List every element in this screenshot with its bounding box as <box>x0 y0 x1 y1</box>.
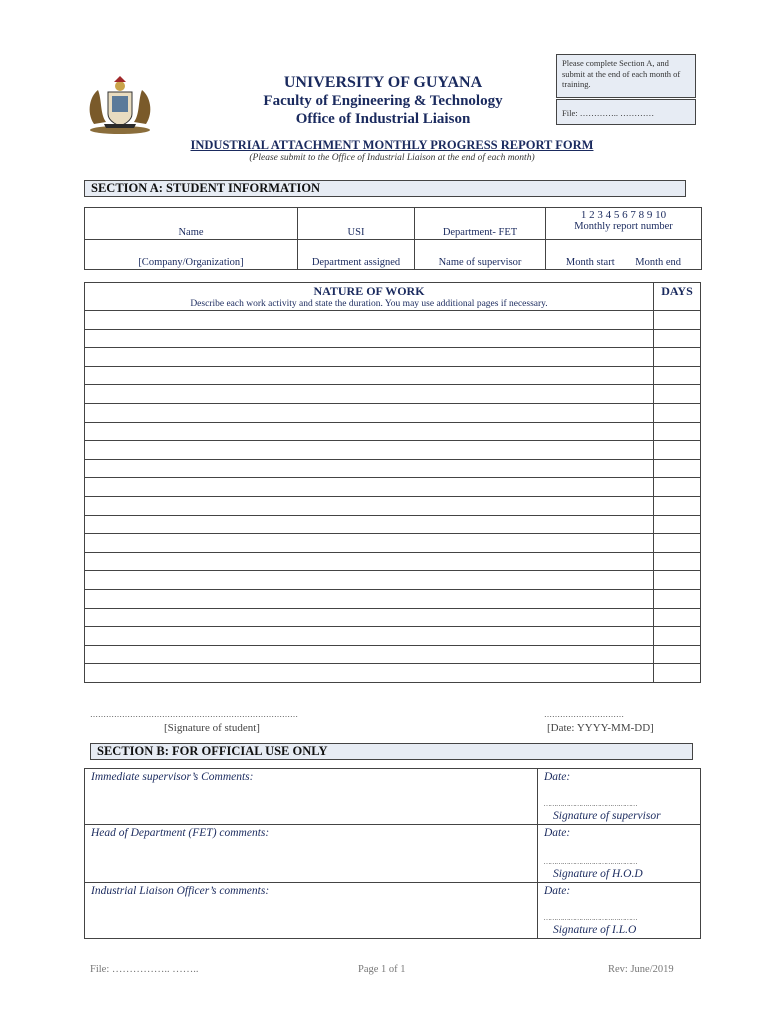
month-end-label: Month end <box>635 257 682 268</box>
work-entry-row <box>85 552 701 571</box>
work-days-cell[interactable] <box>654 329 701 348</box>
work-activity-cell[interactable] <box>85 552 654 571</box>
work-activity-cell[interactable] <box>85 534 654 553</box>
nature-of-work-description: Describe each work activity and state the duration. You may use additional pages if necessary. <box>190 299 548 309</box>
instruction-note-box: Please complete Section A, and submit at the end of each month of training. <box>556 54 696 98</box>
work-activity-cell[interactable] <box>85 311 654 330</box>
work-activity-cell[interactable] <box>85 664 654 683</box>
section-b-header: SECTION B: FOR OFFICIAL USE ONLY <box>90 743 693 760</box>
work-activity-cell[interactable] <box>85 515 654 534</box>
university-name: UNIVERSITY OF GUYANA <box>283 74 483 91</box>
section-a-header: SECTION A: STUDENT INFORMATION <box>84 180 686 197</box>
work-days-cell[interactable] <box>654 645 701 664</box>
work-days-cell[interactable] <box>654 385 701 404</box>
student-signature-line[interactable]: …………………………………………………………………… <box>90 710 298 719</box>
work-days-cell[interactable] <box>654 348 701 367</box>
work-days-cell[interactable] <box>654 422 701 441</box>
ilo-date-label: Date: <box>544 885 571 897</box>
nature-of-work-table <box>84 282 701 683</box>
work-days-cell[interactable] <box>654 627 701 646</box>
work-days-cell[interactable] <box>654 664 701 683</box>
supervisor-signature-line[interactable]: ……………………………………… <box>544 800 638 808</box>
date-label: [Date: YYYY-MM-DD] <box>547 722 654 734</box>
work-days-cell[interactable] <box>654 534 701 553</box>
month-range-field[interactable] <box>546 240 702 270</box>
work-days-cell[interactable] <box>654 496 701 515</box>
student-info-table <box>84 207 702 270</box>
work-activity-cell[interactable] <box>85 589 654 608</box>
work-entry-row <box>85 589 701 608</box>
work-days-cell[interactable] <box>654 403 701 422</box>
work-entry-row <box>85 608 701 627</box>
work-entry-row <box>85 385 701 404</box>
work-activity-cell[interactable] <box>85 366 654 385</box>
work-entry-row <box>85 403 701 422</box>
work-entry-row <box>85 366 701 385</box>
nature-of-work-header <box>85 283 654 311</box>
work-activity-cell[interactable] <box>85 348 654 367</box>
work-entry-row <box>85 478 701 497</box>
work-days-cell[interactable] <box>654 589 701 608</box>
date-line[interactable]: ………………………… <box>544 710 624 719</box>
work-days-cell[interactable] <box>654 515 701 534</box>
work-days-cell[interactable] <box>654 552 701 571</box>
work-activity-cell[interactable] <box>85 385 654 404</box>
work-entry-row <box>85 534 701 553</box>
work-entry-row <box>85 348 701 367</box>
form-subtitle: (Please submit to the Office of Industrial Liaison at the end of each month) <box>249 153 535 163</box>
ilo-signature-label: Signature of I.L.O <box>553 924 637 936</box>
form-title: INDUSTRIAL ATTACHMENT MONTHLY PROGRESS REPORT FORM <box>190 138 594 152</box>
footer-file: File: …………….. …….. <box>90 964 199 975</box>
work-activity-cell[interactable] <box>85 459 654 478</box>
supervisor-comments-field[interactable]: Immediate supervisor’s Comments: <box>85 769 538 825</box>
name-field[interactable]: Name <box>85 208 298 240</box>
work-entry-row <box>85 571 701 590</box>
department-field[interactable]: Department- FET <box>415 208 546 240</box>
work-activity-cell[interactable] <box>85 645 654 664</box>
work-activity-cell[interactable] <box>85 329 654 348</box>
hod-date-cell[interactable] <box>538 825 701 883</box>
usi-field[interactable]: USI <box>298 208 415 240</box>
work-entry-row <box>85 496 701 515</box>
nature-of-work-title: NATURE OF WORK <box>313 284 425 298</box>
month-start-label: Month start <box>565 257 615 268</box>
month-numbers: 1 2 3 4 5 6 7 8 9 10 <box>580 209 667 221</box>
company-field[interactable]: [Company/Organization] <box>85 240 298 270</box>
work-days-cell[interactable] <box>654 366 701 385</box>
department-assigned-field[interactable]: Department assigned <box>298 240 415 270</box>
official-use-table <box>84 768 701 939</box>
work-entry-row <box>85 627 701 646</box>
footer-revision: Rev: June/2019 <box>608 964 674 975</box>
work-entry-row <box>85 329 701 348</box>
work-days-cell[interactable] <box>654 311 701 330</box>
work-entry-row <box>85 515 701 534</box>
work-activity-cell[interactable] <box>85 403 654 422</box>
ilo-signature-line[interactable]: ……………………………………… <box>544 914 638 922</box>
work-activity-cell[interactable] <box>85 422 654 441</box>
supervisor-name-field[interactable]: Name of supervisor <box>415 240 546 270</box>
faculty-name: Faculty of Engineering & Technology <box>263 93 503 109</box>
work-entry-row <box>85 645 701 664</box>
hod-comments-field[interactable]: Head of Department (FET) comments: <box>85 825 538 883</box>
work-entry-row <box>85 441 701 460</box>
work-activity-cell[interactable] <box>85 478 654 497</box>
work-activity-cell[interactable] <box>85 571 654 590</box>
work-entry-row <box>85 664 701 683</box>
university-crest-logo <box>84 74 156 136</box>
supervisor-date-cell[interactable] <box>538 769 701 825</box>
student-signature-label: [Signature of student] <box>164 722 260 734</box>
monthly-report-number-label: Monthly report number <box>574 221 673 232</box>
office-name: Office of Industrial Liaison <box>295 111 471 127</box>
work-activity-cell[interactable] <box>85 496 654 515</box>
work-activity-cell[interactable] <box>85 608 654 627</box>
ilo-date-cell[interactable] <box>538 883 701 939</box>
hod-signature-label: Signature of H.O.D <box>553 868 643 880</box>
work-days-cell[interactable] <box>654 441 701 460</box>
days-header: DAYS <box>654 283 701 311</box>
ilo-comments-field[interactable]: Industrial Liaison Officer’s comments: <box>85 883 538 939</box>
work-days-cell[interactable] <box>654 608 701 627</box>
footer-page-number: Page 1 of 1 <box>358 964 406 975</box>
monthly-report-number-field[interactable] <box>546 208 702 240</box>
work-entry-row <box>85 422 701 441</box>
work-activity-cell[interactable] <box>85 441 654 460</box>
work-days-cell[interactable] <box>654 478 701 497</box>
work-days-cell[interactable] <box>654 571 701 590</box>
work-activity-cell[interactable] <box>85 627 654 646</box>
work-days-cell[interactable] <box>654 459 701 478</box>
hod-date-label: Date: <box>544 827 571 839</box>
hod-signature-line[interactable]: ……………………………………… <box>544 858 638 866</box>
supervisor-signature-label: Signature of supervisor <box>553 810 661 822</box>
file-number-box[interactable]: File: ………….. ………… <box>556 99 696 125</box>
supervisor-date-label: Date: <box>544 771 571 783</box>
work-entry-row <box>85 311 701 330</box>
work-entry-row <box>85 459 701 478</box>
